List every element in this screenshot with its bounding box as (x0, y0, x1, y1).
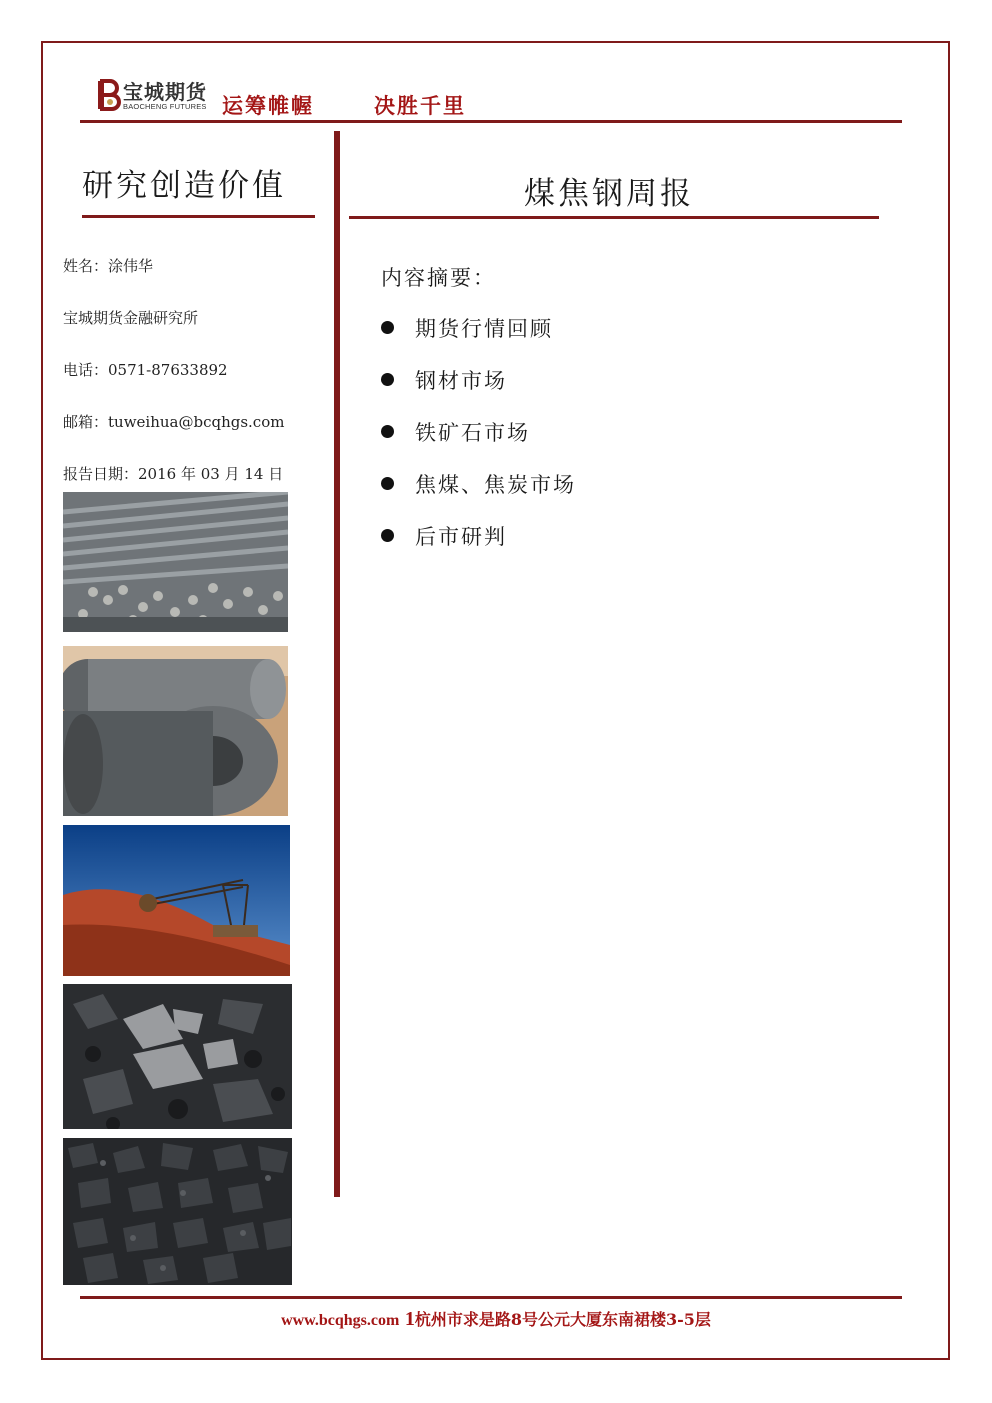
summary-item (381, 313, 576, 365)
report-date: 报告日期：2016 年 03 月 14 日 (63, 465, 284, 483)
bullet-dot-icon (381, 425, 394, 438)
footer-address: 杭州市求是路8号公元大厦东南裙楼3-5层 (414, 1310, 711, 1329)
logo-name-cn: 宝城期货 (123, 80, 207, 104)
summary-item-label: 后市研判 (415, 525, 507, 549)
summary-item-label: 焦煤、焦炭市场 (415, 473, 576, 497)
logo-b-icon (97, 79, 121, 111)
footer-divider (80, 1296, 902, 1299)
summary-item (381, 365, 576, 417)
left-title-underline (82, 215, 315, 218)
email-address: 邮箱：tuweihua@bcqhgs.com (63, 413, 285, 431)
header-divider (80, 120, 902, 123)
column-divider (334, 131, 340, 1197)
coke-photo (63, 1138, 292, 1285)
bullet-dot-icon (381, 373, 394, 386)
summary-item (381, 417, 576, 469)
logo-name-en: BAOCHENG FUTURES (123, 102, 207, 111)
left-title: 研究创造价值 (82, 168, 286, 204)
steel-coil-photo (63, 646, 288, 816)
report-title-underline (349, 216, 879, 219)
summary-list (381, 313, 576, 573)
footer-url[interactable]: www.bcqhgs.com (281, 1312, 400, 1329)
summary-heading: 内容摘要： (381, 266, 496, 290)
bullet-dot-icon (381, 477, 394, 490)
summary-item (381, 521, 576, 573)
page-footer (0, 1307, 992, 1331)
page-number: 1 (404, 1308, 415, 1330)
summary-item-label: 钢材市场 (415, 369, 507, 393)
slogan-part-1: 运筹帷幄 (222, 93, 314, 118)
summary-item (381, 469, 576, 521)
iron-ore-stockpile-photo (63, 825, 290, 976)
coking-coal-photo (63, 984, 292, 1129)
company-logo (97, 76, 222, 116)
rebar-photo (63, 492, 288, 632)
summary-item-label: 期货行情回顾 (415, 317, 553, 341)
summary-item-label: 铁矿石市场 (415, 421, 530, 445)
author-name: 姓名：涂伟华 (63, 257, 154, 275)
institute-name: 宝城期货金融研究所 (63, 309, 199, 327)
bullet-dot-icon (381, 529, 394, 542)
report-title: 煤焦钢周报 (524, 176, 694, 212)
slogan-part-2: 决胜千里 (374, 93, 466, 118)
bullet-dot-icon (381, 321, 394, 334)
phone-number: 电话：0571-87633892 (63, 361, 228, 379)
